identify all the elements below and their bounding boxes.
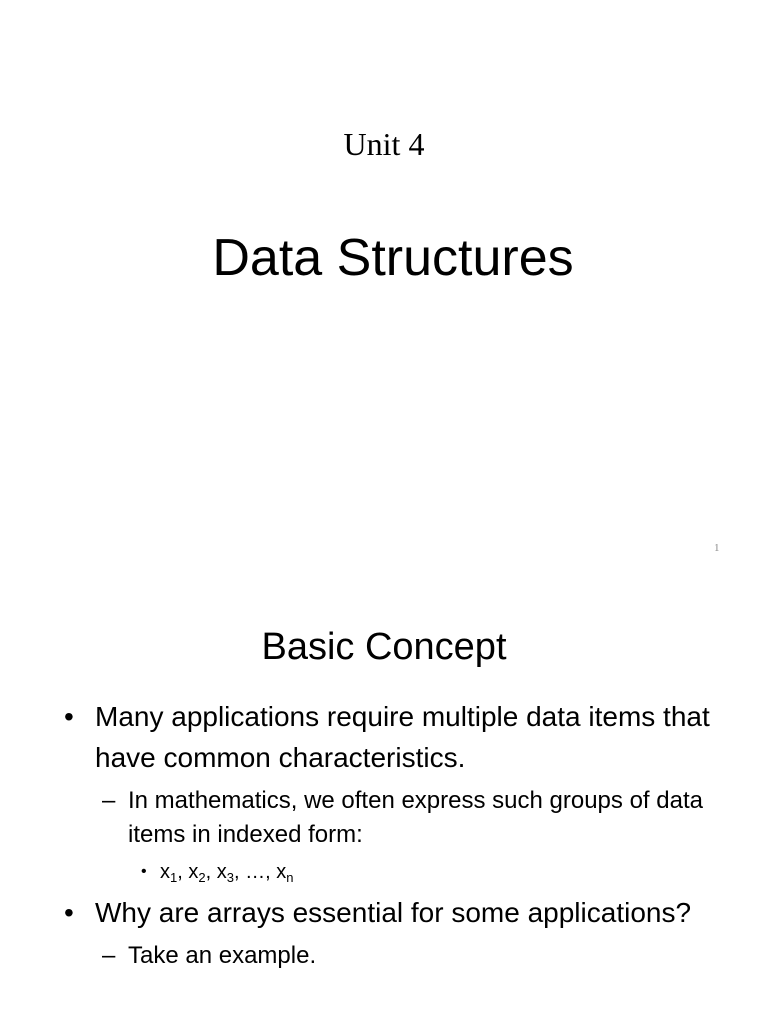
bullet-marker: • (64, 701, 74, 732)
dash-marker: – (102, 787, 116, 814)
var-x: x (216, 861, 227, 883)
bullet-text: Many applications require multiple data items that have common characteristics. (95, 701, 710, 773)
bullet-item (0, 892, 768, 933)
bullet-item (0, 696, 768, 778)
sub-bullet-item (0, 784, 768, 852)
subscript: 1 (170, 870, 178, 885)
unit-label: Unit 4 (343, 126, 425, 162)
sub-bullet-text: In mathematics, we often express such groups of data items in indexed form: (128, 787, 703, 848)
slide-number: 1 (714, 542, 720, 554)
bullet-marker: • (64, 897, 74, 928)
separator: , (205, 861, 217, 883)
sub-bullet-item (0, 939, 768, 973)
bullet-text: Why are arrays essential for some applications? (95, 897, 692, 928)
sub-sub-bullet-item (0, 858, 768, 886)
separator: , (177, 861, 189, 883)
bullet-marker: • (141, 863, 147, 880)
separator: , (265, 861, 277, 883)
var-x: x (276, 861, 287, 883)
sub-bullet-text: Take an example. (128, 942, 317, 969)
subscript: n (286, 870, 294, 885)
subscript: 3 (226, 870, 234, 885)
bullet-list (0, 696, 768, 979)
ellipsis: … (245, 861, 266, 883)
separator: , (233, 861, 246, 883)
dash-marker: – (102, 942, 116, 969)
slide-heading: Basic Concept (261, 626, 507, 668)
var-x: x (188, 861, 199, 883)
slide-title: Data Structures (212, 229, 574, 287)
content-slide (0, 576, 768, 1024)
var-x: x (160, 861, 170, 883)
indexed-sequence (160, 861, 293, 883)
subscript: 2 (198, 870, 206, 885)
